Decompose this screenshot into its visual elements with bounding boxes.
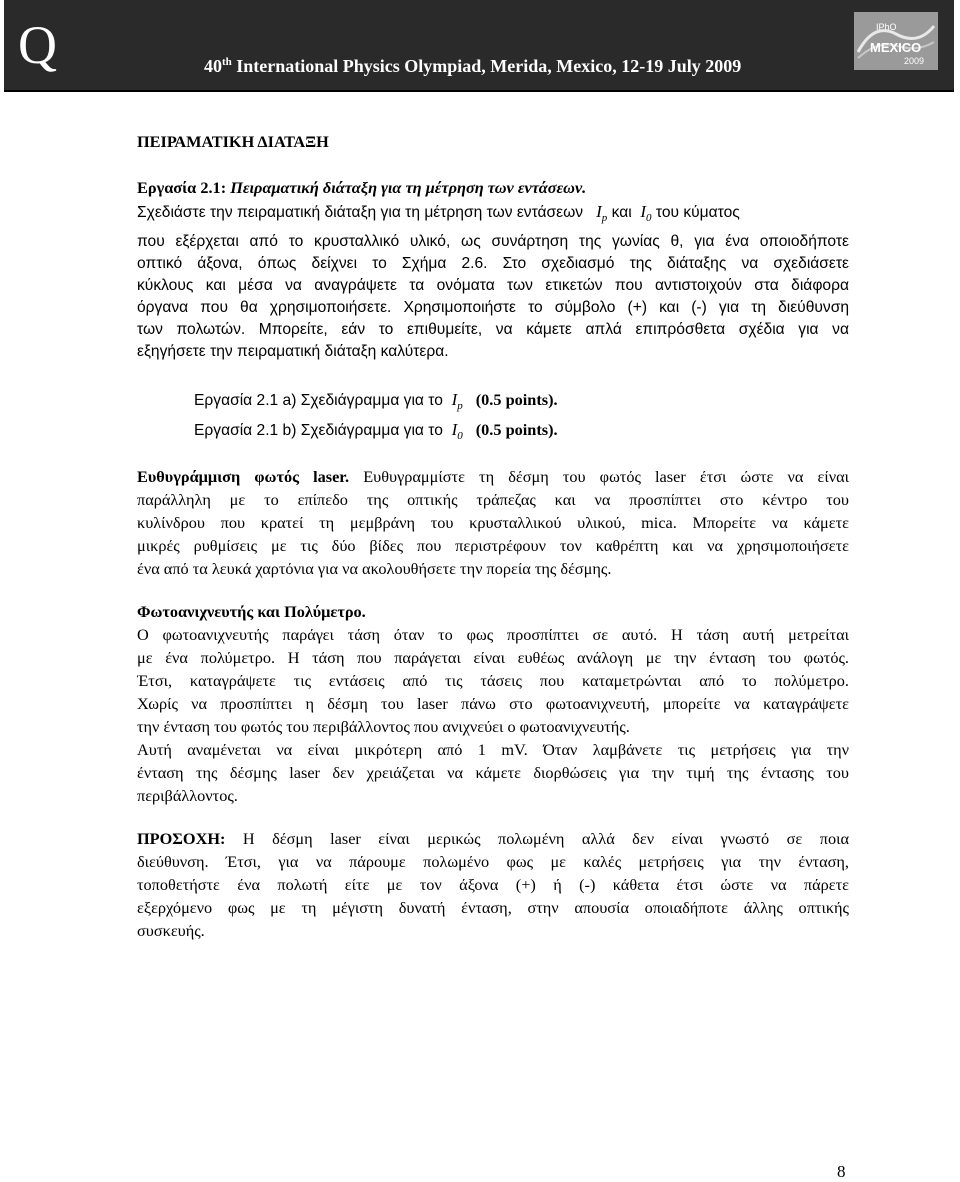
p1-l1-text-c: του κύματος (655, 204, 740, 221)
photo-line-5: την ένταση του φωτός του περιβάλλοντος που ανιχνεύει ο φωτοανιχνευτής. (137, 717, 630, 736)
photo-line-2: με ένα πολύμετρο. Η τάση που παράγεται είναι ευθέως ανάλογη με την ένταση του φωτός. (137, 648, 849, 667)
subscript-0: 0 (457, 430, 463, 442)
page-number: 8 (837, 1162, 846, 1181)
symbol-i: I (640, 202, 647, 221)
task-title-italic: Πειραματική διάταξη για τη μέτρηση των εντάσεων. (230, 178, 587, 197)
laser-paragraph-line-5: ένα από τα λευκά χαρτόνια για να ακολουθήσετε την πορεία της δέσμης. (137, 559, 612, 578)
header-banner (4, 0, 954, 92)
logo-year: 2009 (904, 56, 925, 66)
photo-line-3: Έτσι, καταγράψετε τις εντάσεις από τις τάσεις που καταμετρώνται από το πολύμετρο. (137, 671, 849, 690)
header-ordinal-suffix: th (222, 56, 232, 68)
p1-l1-text-b: και (611, 204, 632, 221)
symbol-i-0 (640, 202, 652, 224)
photo-line-6: Αυτή αναμένεται να είναι μικρότερη από 1 mV. Όταν λαμβάνετε τις μετρήσεις για την (137, 740, 849, 759)
subscript-p: p (457, 400, 463, 412)
subscript-p: p (601, 212, 608, 224)
task-title (137, 178, 849, 198)
header-ordinal-number: 40 (204, 56, 222, 76)
paragraph-1-line-5: όργανα που θα χρησιμοποιήσετε. Χρησιμοποιήστε το σύμβολο (+) και (-) για τη διεύθυνση (137, 299, 849, 316)
paragraph-1-line-4: κύκλους και μέσα να αναγράψετε τα ονόματα των ετικετών που αντιστοιχούν στα διάφορα (137, 277, 849, 294)
paragraph-1-line-3: οπτικό άξονα, όπως δείχνει το Σχήμα 2.6. Στο σχεδιασμό της διάταξης να σχεδιάσετε (137, 255, 849, 272)
photo-line-4: Χωρίς να προσπίπτει η δέσμη του laser πάνω στο φωτοανιχνευτή, μπορείτε να καταγράψετε (137, 694, 849, 713)
subtask-b-points: (0.5 points). (475, 420, 558, 439)
warning-line-2: διεύθυνση. Έτσι, για να πάρουμε πολωμένο φως με καλές μετρήσεις για την ένταση, (137, 852, 849, 871)
photo-title: Φωτοανιχνευτής και Πολύμετρο. (137, 602, 366, 621)
subscript-0: 0 (646, 212, 652, 224)
warning-label: ΠΡΟΣΟΧΗ: (137, 829, 226, 848)
photo-line-7: ένταση της δέσμης laser δεν χρειάζεται να κάμετε διορθώσεις για την τιμή της έντασης του (137, 763, 849, 782)
warning-line-3: τοποθετήστε ένα πολωτή είτε με τον άξονα (+) ή (-) κάθετα έτσι ώστε να πάρετε (137, 875, 849, 894)
header-title-text: International Physics Olympiad, Merida, Mexico, 12-19 July 2009 (231, 56, 742, 76)
warning-line-4: εξερχόμενο φως με τη μέγιστη δυνατή ένταση, στην απουσία οποιαδήποτε άλλης οπτικής (137, 898, 849, 917)
subtask-b-symbol (451, 420, 463, 442)
subtask-b (194, 420, 714, 442)
subtask-a-symbol (451, 390, 463, 412)
section-heading: ΠΕΙΡΑΜΑΤΙΚΗ ΔΙΑΤΑΞΗ (137, 132, 329, 151)
header-letter: Q (18, 15, 57, 75)
paragraph-1-line-7: εξηγήσετε την πειραματική διάταξη καλύτερα. (137, 343, 449, 360)
logo-sub-text: IPhO (876, 22, 897, 32)
laser-paragraph-line-2: παράλληλη με το επίπεδο της οπτικής τράπεζας και να προσπίπτει στο κέντρο του (137, 490, 849, 509)
warning-line-1-text: Η δέσμη laser είναι μερικώς πολωμένη αλλά δεν είναι γνωστό σε ποια (242, 829, 849, 848)
laser-paragraph-line-3: κυλίνδρου που κρατεί τη μεμβράνη του κρυσταλλικού υλικού, mica. Μπορείτε να κάμετε (137, 513, 849, 532)
subtask-a-text: Εργασία 2.1 a) Σχεδιάγραμμα για το (194, 392, 443, 409)
paragraph-1-line-1 (137, 202, 849, 224)
symbol-i: I (451, 390, 458, 409)
warning-line-5: συσκευής. (137, 921, 205, 940)
laser-line-1-text: Ευθυγραμμίστε τη δέσμη του φωτός laser έτσι ώστε να είναι (363, 467, 849, 486)
paragraph-1-line-2: που εξέρχεται από το κρυσταλλικό υλικό, ως συνάρτηση της γωνίας θ, για ένα οποιοδήποτε (137, 233, 849, 250)
ipho-logo (854, 12, 938, 70)
subtask-a-points: (0.5 points). (475, 390, 558, 409)
subtask-b-text: Εργασία 2.1 b) Σχεδιάγραμμα για το (194, 422, 443, 439)
laser-paragraph-line-1 (137, 467, 849, 487)
laser-paragraph-line-4: μικρές ρυθμίσεις με τις δύο βίδες που περιστρέφουν τον καθρέπτη και να χρησιμοποιήσετε (137, 536, 849, 555)
photo-line-8: περιβάλλοντος. (137, 786, 238, 805)
logo-text: MEXICO (870, 40, 922, 55)
p1-l1-text-a: Σχεδιάστε την πειραματική διάταξη για τη μέτρηση των εντάσεων (137, 204, 584, 221)
paragraph-1-line-6: των πολωτών. Μπορείτε, εάν το επιθυμείτε, να κάμετε απλά επιπρόσθετα σχέδια για να (137, 321, 849, 338)
symbol-i: I (596, 202, 602, 221)
laser-title: Ευθυγράμμιση φωτός laser. (137, 467, 350, 486)
symbol-i-p (596, 202, 608, 224)
photo-line-1: Ο φωτοανιχνευτής παράγει τάση όταν το φως προσπίπτει σε αυτό. Η τάση αυτή μετρείται (137, 625, 849, 644)
task-title-label: Εργασία 2.1: (137, 178, 231, 197)
header-title (204, 55, 741, 77)
symbol-i: I (451, 420, 458, 439)
warning-line-1 (137, 829, 849, 849)
subtask-a (194, 390, 714, 412)
